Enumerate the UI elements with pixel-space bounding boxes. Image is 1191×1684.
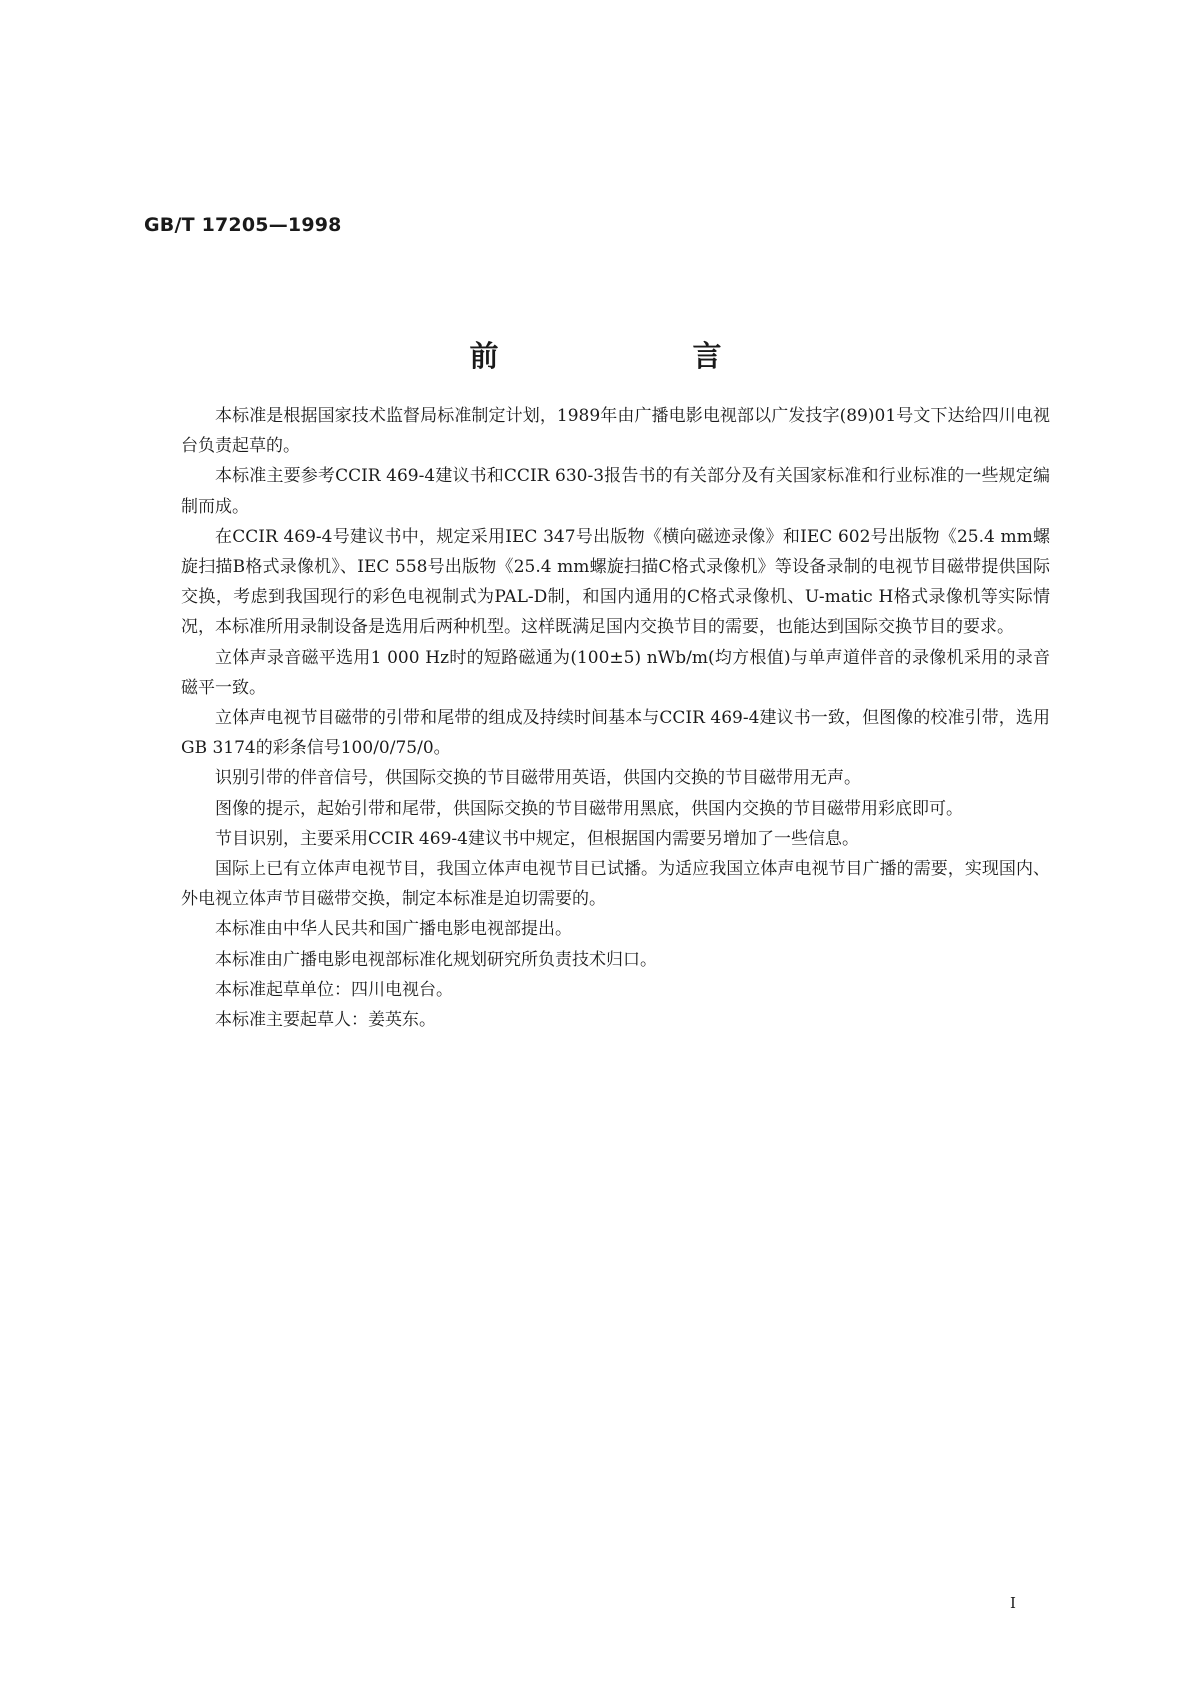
paragraph: 立体声录音磁平选用1 000 Hz时的短路磁通为(100±5) nWb/m(均方根值)与单声道伴音的录像机采用的录音磁平一致。 — [181, 647, 1050, 698]
paragraph: 立体声电视节目磁带的引带和尾带的组成及持续时间基本与CCIR 469-4建议书一致，但图像的校准引带，选用GB 3174的彩条信号100/0/75/0。 — [181, 708, 1050, 759]
paragraph: 识别引带的伴音信号，供国际交换的节目磁带用英语，供国内交换的节目磁带用无声。 — [215, 768, 861, 789]
paragraph: 本标准由广播电影电视部标准化规划研究所负责技术归口。 — [215, 949, 657, 970]
paragraph: 节目识别，主要采用CCIR 469-4建议书中规定，但根据国内需要另增加了一些信息。 — [215, 828, 859, 849]
paragraph: 在CCIR 469-4号建议书中，规定采用IEC 347号出版物《横向磁迹录像》和IEC 602号出版物《25.4 mm螺旋扫描B格式录像机》、IEC 558号出版物《25.4 mm螺旋扫描C格式录像机》等设备录制的电视节目磁带提供国际交换，考虑到我国现行的彩色电视制式为PAL-D制，和国内通用的C格式录像机、U-matic H格式录像机等实际情况，本标准所用录制设备是选用后两种机型。这样既满足国内交换节目的需要，也能达到国际交换节目的要求。 — [181, 526, 1050, 638]
standard-code: GB/T 17205—1998 — [144, 214, 342, 236]
paragraph: 本标准主要起草人：姜英东。 — [215, 1010, 436, 1031]
paragraph: 国际上已有立体声电视节目，我国立体声电视节目已试播。为适应我国立体声电视节目广播的需要，实现国内、外电视立体声节目磁带交换，制定本标准是迫切需要的。 — [181, 859, 1050, 910]
foreword-body — [181, 401, 1050, 1035]
paragraph: 图像的提示，起始引带和尾带，供国际交换的节目磁带用黑底，供国内交换的节目磁带用彩底即可。 — [215, 798, 963, 819]
page-title: 前 言 — [469, 339, 814, 373]
paragraph: 本标准是根据国家技术监督局标准制定计划，1989年由广播电影电视部以广发技字(89)01号文下达给四川电视台负责起草的。 — [181, 406, 1050, 457]
paragraph: 本标准主要参考CCIR 469-4建议书和CCIR 630-3报告书的有关部分及有关国家标准和行业标准的一些规定编制而成。 — [181, 466, 1050, 517]
paragraph: 本标准起草单位：四川电视台。 — [215, 979, 453, 1000]
page-number: I — [1010, 1594, 1016, 1612]
paragraph: 本标准由中华人民共和国广播电影电视部提出。 — [215, 919, 572, 940]
